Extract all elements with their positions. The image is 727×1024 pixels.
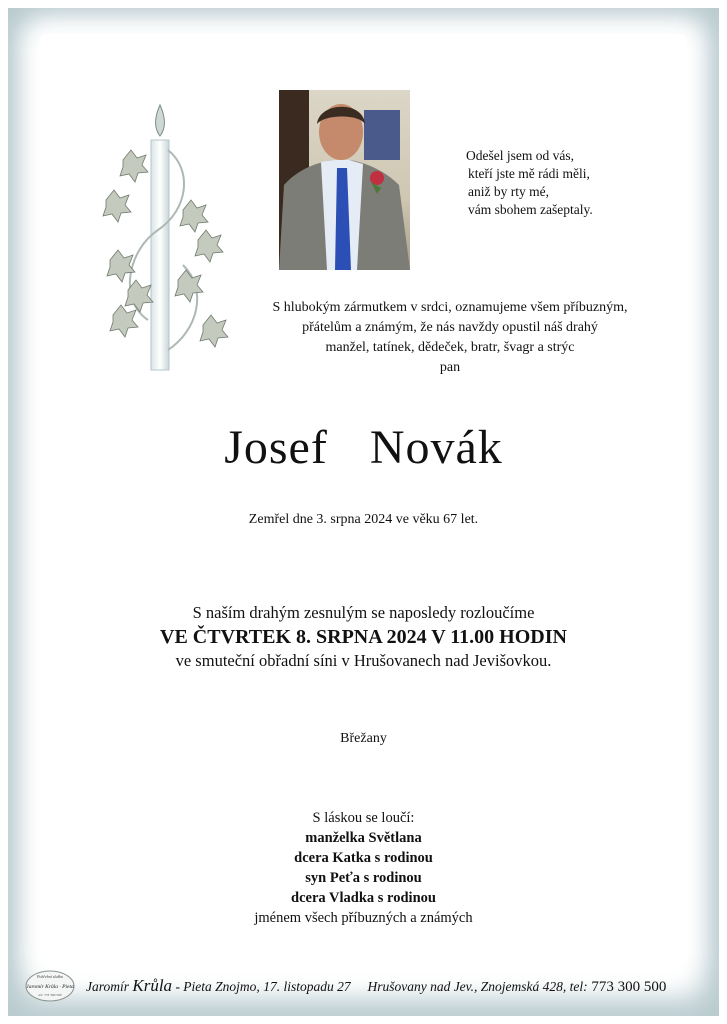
ceremony-datetime: VE ČTVRTEK 8. SRPNA 2024 V 11.00 HODIN <box>160 626 567 648</box>
logo-bottom-text: tel: 773 300 500 <box>38 993 62 997</box>
poem-line: vám sbohem zašeptaly. <box>468 202 593 217</box>
mourners-closing: jménem všech příbuzných a známých <box>254 910 473 926</box>
funeral-service-logo <box>24 968 76 1004</box>
poem-line: kteří jste mě rádi měli, <box>468 166 590 181</box>
announcement-line: S hlubokým zármutkem v srdci, oznamujeme všem příbuzným, <box>272 300 628 315</box>
portrait-figure <box>279 90 410 270</box>
logo-top-text: Pohřební služba <box>36 974 64 979</box>
deceased-name: Josef Novák <box>224 421 503 474</box>
mourner: syn Peťa s rodinou <box>305 870 422 886</box>
portrait-photo <box>279 90 410 270</box>
residence: Břežany <box>340 731 387 746</box>
death-date: Zemřel dne 3. srpna 2024 ve věku 67 let. <box>248 512 479 527</box>
footer-text <box>86 976 666 996</box>
mourner: manželka Světlana <box>305 830 422 846</box>
footer-address-hrusovany: Hrušovany nad Jev., Znojemská 428, tel: <box>367 979 588 994</box>
ceremony-line: S naším drahým zesnulým se naposledy rozloučíme <box>192 603 535 622</box>
mourners <box>0 808 727 928</box>
announcement-line: přátelům a známým, že nás navždy opustil náš drahý <box>302 320 598 335</box>
announcement-text <box>200 298 700 378</box>
footer-brand: Krůla <box>132 976 173 995</box>
footer-name-tail: - Pieta Znojmo, <box>172 979 260 994</box>
mourner: dcera Katka s rodinou <box>294 850 433 866</box>
poem-line: aniž by rty mé, <box>468 184 549 199</box>
poem-line: Odešel jsem od vás, <box>466 148 574 163</box>
poem <box>466 147 593 219</box>
footer-name: Jaromír <box>86 979 133 994</box>
mourner: dcera Vladka s rodinou <box>291 890 436 906</box>
logo-mid-text: Jaromír Krůla · Pieta <box>26 984 74 990</box>
footer-phone: 773 300 500 <box>587 979 667 995</box>
announcement-line: pan <box>439 360 461 375</box>
footer-address-znojmo: 17. listopadu 27 <box>259 979 351 994</box>
funeral-service-footer <box>22 968 712 1008</box>
ceremony-location: ve smuteční obřadní síni v Hrušovanech nad Jevišovkou. <box>175 651 552 670</box>
mourners-heading: S láskou se loučí: <box>312 810 415 826</box>
announcement-line: manžel, tatínek, dědeček, bratr, švagr a strýc <box>325 340 575 355</box>
ceremony-info <box>0 602 727 672</box>
